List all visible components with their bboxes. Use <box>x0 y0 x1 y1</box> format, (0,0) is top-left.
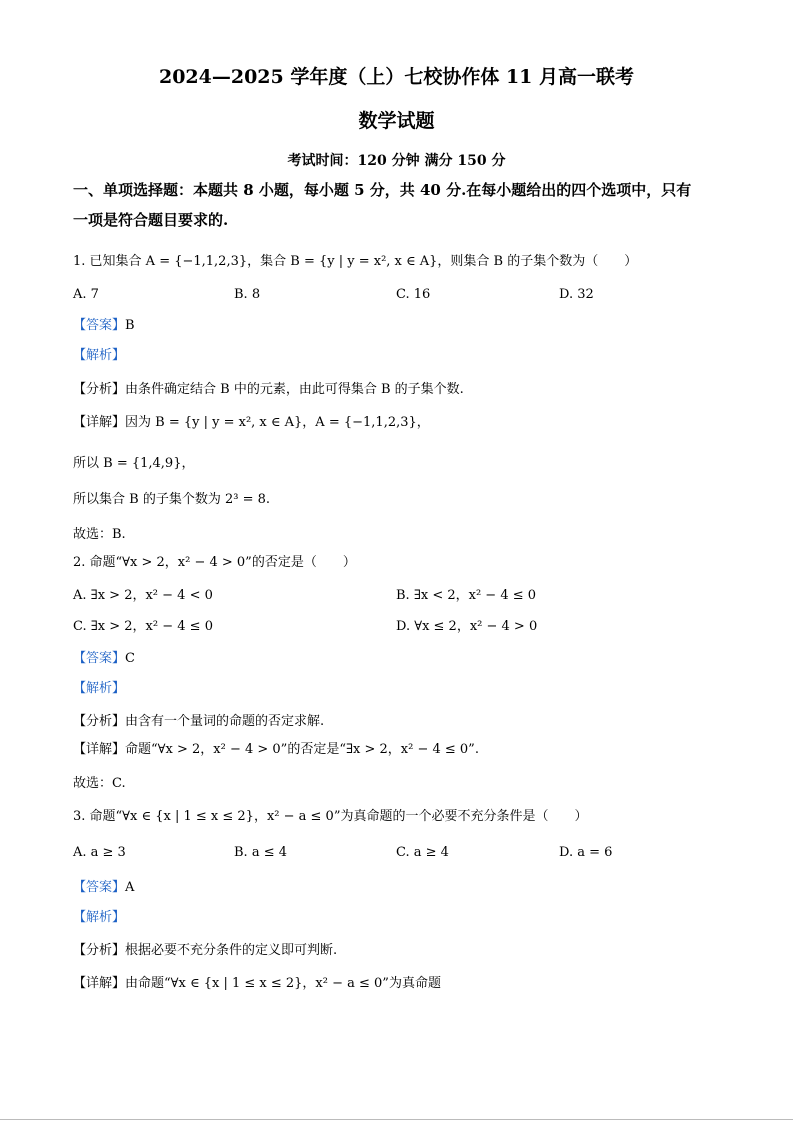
q2-fenxi <box>73 713 324 731</box>
exam-title: 2024—2025 学年度（上）七校协作体 11 月高一联考 <box>158 66 635 88</box>
q1-fenxi <box>73 381 464 399</box>
q3-xiangjie <box>73 975 441 993</box>
xiangjie-tag: 【详解】 <box>73 415 126 430</box>
page-bottom-rule <box>0 1119 793 1120</box>
q2-analysis-tag: 【解析】 <box>73 681 126 696</box>
q3-option-b: B. a ≤ 4 <box>234 845 287 860</box>
answer-value: A <box>125 880 135 895</box>
xiangjie-tag: 【详解】 <box>73 742 126 757</box>
q3-fenxi <box>73 942 337 960</box>
subject-title: 数学试题 <box>358 110 435 132</box>
q2-xiangjie <box>73 741 479 759</box>
q1-step3: 所以集合 B 的子集个数为 2³ = 8. <box>73 492 270 507</box>
xiangjie-text: 因为 B = {y | y = x², x ∈ A}，A = {−1,1,2,3}， <box>125 415 430 430</box>
fenxi-text: 由条件确定结合 B 中的元素，由此可得集合 B 的子集个数. <box>125 382 464 397</box>
q1-xiangjie <box>73 414 430 432</box>
fenxi-tag: 【分析】 <box>73 382 126 397</box>
answer-tag: 【答案】 <box>73 651 126 666</box>
q3-option-c: C. a ≥ 4 <box>396 845 449 860</box>
section-heading-line2: 一项是符合题目要求的. <box>73 211 229 229</box>
q2-option-c: C. ∃x > 2，x² − 4 ≤ 0 <box>73 619 213 634</box>
q2-stem: 2. 命题“∀x > 2，x² − 4 > 0”的否定是（ ） <box>73 555 356 570</box>
fenxi-text: 根据必要不充分条件的定义即可判断. <box>125 943 338 958</box>
exam-info: 考试时间：120 分钟 满分 150 分 <box>287 153 506 169</box>
q1-option-b: B. 8 <box>234 287 261 302</box>
q1-answer <box>73 317 135 335</box>
q2-option-a: A. ∃x > 2，x² − 4 < 0 <box>73 588 213 603</box>
xiangjie-text: 由命题“∀x ∈ {x | 1 ≤ x ≤ 2}，x² − a ≤ 0”为真命题 <box>125 976 441 991</box>
q3-answer <box>73 879 134 897</box>
q3-option-d: D. a = 6 <box>559 845 613 860</box>
q1-analysis-tag: 【解析】 <box>73 348 126 363</box>
q3-option-a: A. a ≥ 3 <box>73 845 126 860</box>
q1-stem: 1. 已知集合 A = {−1,1,2,3}，集合 B = {y | y = x², x ∈ A}，则集合 B 的子集个数为（ ） <box>73 254 638 269</box>
q1-option-d: D. 32 <box>559 287 594 302</box>
q1-conclusion: 故选：B. <box>73 527 126 542</box>
section-heading-line1: 一、单项选择题：本题共 8 小题，每小题 5 分，共 40 分.在每小题给出的四个选项中，只有 <box>73 181 692 199</box>
q1-option-c: C. 16 <box>396 287 431 302</box>
answer-value: B <box>125 318 135 333</box>
q1-step2: 所以 B = {1,4,9}， <box>73 456 195 471</box>
xiangjie-text: 命题“∀x > 2，x² − 4 > 0”的否定是“∃x > 2，x² − 4 ≤ 0”. <box>125 742 479 757</box>
fenxi-text: 由含有一个量词的命题的否定求解. <box>125 714 325 729</box>
fenxi-tag: 【分析】 <box>73 943 126 958</box>
q3-stem: 3. 命题“∀x ∈ {x | 1 ≤ x ≤ 2}，x² − a ≤ 0”为真命题的一个必要不充分条件是（ ） <box>73 809 588 824</box>
xiangjie-tag: 【详解】 <box>73 976 126 991</box>
answer-tag: 【答案】 <box>73 880 126 895</box>
answer-tag: 【答案】 <box>73 318 126 333</box>
fenxi-tag: 【分析】 <box>73 714 126 729</box>
q1-option-a: A. 7 <box>73 287 99 302</box>
q3-analysis-tag: 【解析】 <box>73 910 126 925</box>
answer-value: C <box>125 651 135 666</box>
q2-conclusion: 故选：C. <box>73 776 126 791</box>
q2-option-d: D. ∀x ≤ 2，x² − 4 > 0 <box>396 619 538 634</box>
q2-option-b: B. ∃x < 2，x² − 4 ≤ 0 <box>396 588 537 603</box>
q2-answer <box>73 650 135 668</box>
